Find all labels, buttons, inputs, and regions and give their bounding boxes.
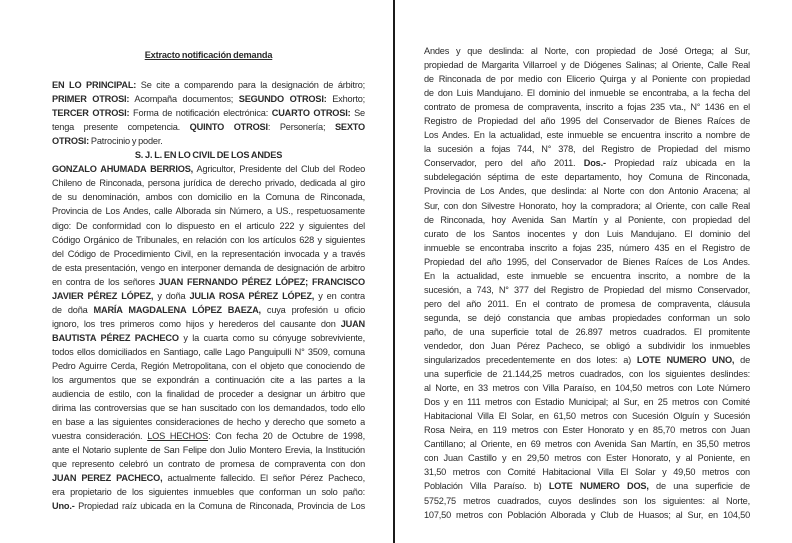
text-run: dirima las controversias que se han suscitado con los demandados, todo ello (52, 403, 365, 414)
text-line (52, 78, 365, 92)
text-line (52, 275, 365, 289)
text-line (424, 86, 750, 100)
text-line (52, 499, 365, 513)
text-run: vuestra consideración. (52, 431, 148, 442)
text-line (424, 255, 750, 269)
text-run: una superficie de 21.144,25 metros cuadrados, con los siguientes deslindes: (424, 369, 750, 380)
text-line (424, 381, 750, 395)
text-run: Patrocinio y poder. (89, 136, 163, 147)
text-run: contrato de promesa de compraventa, inscrito a fojas 235 vta., N° 1436 en el (424, 102, 750, 113)
text-run: 107,50 metros con Población Alborada y Club de Huasos; al Sur, en 104,50 (424, 509, 750, 520)
text-line (52, 387, 365, 401)
text-line (52, 120, 365, 134)
text-run: tenga presente competencia. (52, 122, 190, 133)
text-line (52, 204, 365, 218)
text-line (52, 303, 365, 317)
bold-text-run: Extracto notificación demanda (144, 50, 273, 60)
text-run: de su denominación, ambos con domicilio en la Comuna de Rinconada, (52, 192, 365, 203)
text-line (424, 297, 750, 311)
bold-text-run: TERCER OTROSI: (52, 108, 130, 119)
bold-text-run: OTROSI: (52, 136, 90, 147)
text-run: con Juan Castillo y en 29,50 metros con Ester Honorato, y al Poniente, en (424, 453, 750, 464)
text-line (424, 213, 750, 227)
text-run: al Norte, en 33 metros con Villa Paraíso, en 104,50 metros con Lote Número (424, 383, 750, 394)
text-line (424, 44, 750, 58)
text-run: Código Orgánico de Tribunales, en relación con los artículos 628 y siguientes (52, 234, 365, 245)
bold-text-run: GONZALO AHUMADA BERRIOS, (52, 164, 194, 175)
text-run: sucesión, a 743, N° 377 del Registro de Propiedad del mismo Conservador, (424, 284, 750, 295)
text-run: Propiedad raíz ubicada en la (605, 158, 750, 169)
text-line (424, 409, 750, 423)
text-run: Propiedad raíz ubicada en la Comuna de Rinconada, Provincia de Los (74, 501, 365, 512)
text-run: pero del año 2011. En el contrato de promesa de compraventa, cláusula (424, 298, 750, 309)
bold-text-run: Uno.- (52, 501, 75, 512)
text-line (424, 72, 750, 86)
bold-text-run: JAVIER PÉREZ LÓPEZ, (52, 290, 154, 301)
text-run: Conservador, pero del año 2011. (424, 158, 584, 169)
text-line (424, 227, 750, 241)
bold-text-run: JUAN (340, 318, 365, 329)
text-run: Población Villa Paraíso. b) (424, 481, 549, 492)
bold-text-run: LOTE NUMERO UNO, (636, 355, 735, 366)
text-line (52, 219, 365, 233)
text-line (424, 437, 750, 451)
bold-text-run: EN LO PRINCIPAL: (52, 80, 137, 91)
text-run: en contra de los señores (52, 276, 159, 287)
text-run: singularizados precedentemente en dos lotes: a) (424, 355, 637, 366)
text-line (424, 395, 750, 409)
bold-text-run: SEGUNDO OTROSI: (238, 94, 327, 105)
text-line (424, 494, 750, 508)
text-run: LOS HECHOS (147, 431, 209, 442)
text-run: Rosa Neira, en 119 metros con Ester Honorato y en 85,70 metros con Juan (424, 425, 750, 436)
text-run: de una superficie de (648, 481, 750, 492)
page-divider (393, 0, 395, 543)
text-line (52, 401, 365, 415)
text-run: Chileno de Rinconada, persona jurídica de derecho privado, dedicada al giro (52, 178, 365, 189)
text-line (424, 100, 750, 114)
text-run: Exhorto; (326, 94, 365, 105)
text-run: propiedad de Margarita Villarroel y de Diógenes Salinas; al Oriente, Calle Real (424, 60, 750, 71)
bold-text-run: LOTE NUMERO DOS, (548, 481, 649, 492)
text-line (424, 339, 750, 353)
text-line (424, 199, 750, 213)
text-run: Provincia de Los Andes, calle Alborada sin Número, a US., respetuosamente (52, 206, 365, 217)
bold-text-run: Dos.- (583, 158, 606, 169)
document-page-left (52, 48, 365, 514)
text-line (52, 443, 365, 457)
text-run: Andes y que deslinda: al Norte, con propiedad de José Ortega; al Sur, (424, 46, 750, 56)
text-line (424, 325, 750, 339)
text-run: Agricultor, Presidente del Club del Rodeo (193, 164, 365, 175)
bold-text-run: BAUTISTA PÉREZ PACHECO (52, 332, 179, 343)
text-line (52, 415, 365, 429)
text-run: de don Luis Mandujano. El dominio del inmueble se encontraba, a la fecha del (424, 88, 750, 99)
text-run: cuya profesión u oficio (260, 304, 365, 315)
text-run: Acompaña documentos; (129, 94, 239, 105)
text-run: Se (350, 108, 365, 119)
text-line (52, 457, 365, 471)
text-line (424, 142, 750, 156)
text-line (424, 311, 750, 325)
text-run: de Rinconada de por medio con Elicerio Quirga y al Poniente con propiedad (424, 74, 750, 85)
text-run: Pedro Aguirre Cerda, Región Metropolitana, con el objeto que conociendo de (52, 360, 365, 371)
text-run: 5752,75 metros cuadrados, cuyos deslindes son los siguientes: al Norte, (424, 495, 750, 506)
text-line (424, 283, 750, 297)
text-line (424, 241, 750, 255)
text-run: segunda, se dejó constancia que ambas propiedades conforman un solo (424, 312, 750, 323)
text-line (52, 429, 365, 443)
text-run: de (734, 355, 750, 366)
text-run: y la cuarta como su cónyuge sobreviviente, (178, 332, 365, 343)
text-run: de doña (52, 304, 94, 315)
text-line (424, 508, 750, 522)
text-line (52, 471, 365, 485)
text-run: paño, de una superficie total de 26.897 metros cuadrados. El promitente (424, 326, 750, 337)
text-run: Forma de notificación electrónica: (129, 108, 272, 119)
text-line (52, 261, 365, 275)
text-line (52, 247, 365, 261)
text-line (52, 485, 365, 499)
bold-text-run: JUAN FERNANDO PÉREZ LÓPEZ; FRANCISCO (158, 276, 365, 287)
text-line (52, 373, 365, 387)
bold-text-run: S. J. L. EN LO CIVIL DE LOS ANDES (134, 150, 283, 161)
text-line (52, 233, 365, 247)
text-line (52, 92, 365, 106)
text-run: los argumentos que se expondrán a continuación cite a las partes a la (52, 375, 365, 386)
text-line (52, 134, 365, 148)
text-line (424, 128, 750, 142)
bold-text-run: JULIA ROSA PÉREZ LÓPEZ, (189, 290, 315, 301)
text-run: curato de los Santos inocentes y don Luis Mandujano. El dominio del (424, 228, 750, 239)
text-run: que represento celebró un contrato de promesa de compraventa con don (52, 459, 365, 470)
text-line (52, 106, 365, 120)
text-run: digo: De conformidad con lo dispuesto en el articulo 222 y siguientes del (52, 220, 365, 231)
text-line (424, 184, 750, 198)
text-run: y doña (153, 290, 190, 301)
text-run: vendedor, don Juan Pérez Pacheco, se obligó a subdividir los inmuebles (424, 340, 750, 351)
bold-text-run: PRIMER OTROSI: (52, 94, 130, 105)
text-run: Dos y en 111 metros con Estadio Municipal; al Sur, en 25 metros con Comité (424, 397, 750, 408)
text-run: ante el Notario suplente de San Felipe don Julio Montero Erevia, la Institución (52, 445, 365, 456)
text-run: Registro de Propiedad del año 1995 del Conservador de Bienes Raíces de (424, 116, 750, 127)
text-line (424, 269, 750, 283)
text-line (424, 58, 750, 72)
text-run: Los Andes. En la actualidad, este inmueble se encuentra inscrito a nombre de (424, 130, 750, 141)
text-line (52, 190, 365, 204)
bold-text-run: MARÍA MAGDALENA LÓPEZ BAEZA, (93, 304, 261, 315)
text-run: actualmente fallecido. El señor Pérez Pacheco, (162, 473, 365, 484)
text-line (424, 170, 750, 184)
text-line (52, 331, 365, 345)
document-page-right (424, 44, 750, 522)
text-line (424, 479, 750, 493)
text-run: ignoro, los tres primeros como hijos y herederos del causante don (52, 318, 341, 329)
text-line (424, 423, 750, 437)
text-run: la sucesión a fojas 744, N° 378, del Registro de Propiedad del mismo (424, 144, 750, 155)
blank-line (52, 62, 365, 78)
text-run: Habitacional Villa El Solar, en 61,50 metros con Sucesión Olguín y Sucesión (424, 411, 750, 422)
text-run: Cantillano; al Oriente, en 69 metros con Avenida San Martín, en 35,50 metros (424, 439, 750, 450)
text-line (52, 176, 365, 190)
text-run: 31,50 metros con Comité Habitacional Villa El Solar y 49,50 metros con (424, 467, 750, 478)
text-line (424, 114, 750, 128)
text-run: de Rinconada, hoy Avenida San Martín y al Poniente, con propiedad del (424, 214, 750, 225)
text-line (52, 345, 365, 359)
text-run: era propietario de los siguientes inmuebles que conforman un solo paño: (52, 487, 365, 498)
text-run: : Con fecha 20 de Octubre de 1998, (208, 431, 365, 442)
text-line (52, 289, 365, 303)
text-run: Provincia de Los Andes, que deslinda: al Norte con don Antonio Aracena; al (424, 186, 750, 197)
section-heading (52, 148, 365, 162)
text-run: de esta presentación, vengo en interponer demanda de designación de arbitro (52, 262, 365, 273)
bold-text-run: SEXTO (334, 122, 365, 133)
text-run: del Código de Procedimiento Civil, en la representación invocada y a través (52, 248, 365, 259)
text-line (52, 162, 365, 176)
text-run: subdelegación séptima de este departamento, hoy Comuna de Rinconada, (424, 172, 750, 183)
text-line (424, 156, 750, 170)
text-line (52, 359, 365, 373)
text-run: Se cite a comparendo para la designación de árbitro; (136, 80, 365, 91)
text-run: : Personería; (267, 122, 335, 133)
bold-text-run: JUAN PEREZ PACHECO, (52, 473, 163, 484)
bold-text-run: CUARTO OTROSI: (271, 108, 351, 119)
text-line (424, 353, 750, 367)
text-line (424, 451, 750, 465)
text-run: todos ellos domiciliados en Santiago, calle Lago Panguipulli N° 3509, comuna (52, 346, 365, 357)
text-line (424, 367, 750, 381)
text-run: Sur, con don Silvestre Honorato, hoy la compradora; al Oriente, con calle Real (424, 200, 750, 211)
text-run: En la actualidad, este inmueble se encuentra inscrito, a nombre de la (424, 270, 750, 281)
text-run: Propiedad del año 1995, del Conservador de Bienes Raíces de Los Andes. (424, 256, 750, 267)
bold-text-run: QUINTO OTROSI (189, 122, 268, 133)
text-line (52, 317, 365, 331)
text-run: y en contra (314, 290, 365, 301)
text-run: inmueble se encontraba inscrito a fojas 235, número 435 en el Registro de (424, 242, 750, 253)
document-title (52, 48, 365, 62)
text-run: audiencia de estilo, con la finalidad de proceder a designar un árbitro que (52, 389, 365, 400)
text-line (424, 465, 750, 479)
text-run: en base a las siguientes consideraciones de hecho y derecho que someto a (52, 417, 365, 428)
